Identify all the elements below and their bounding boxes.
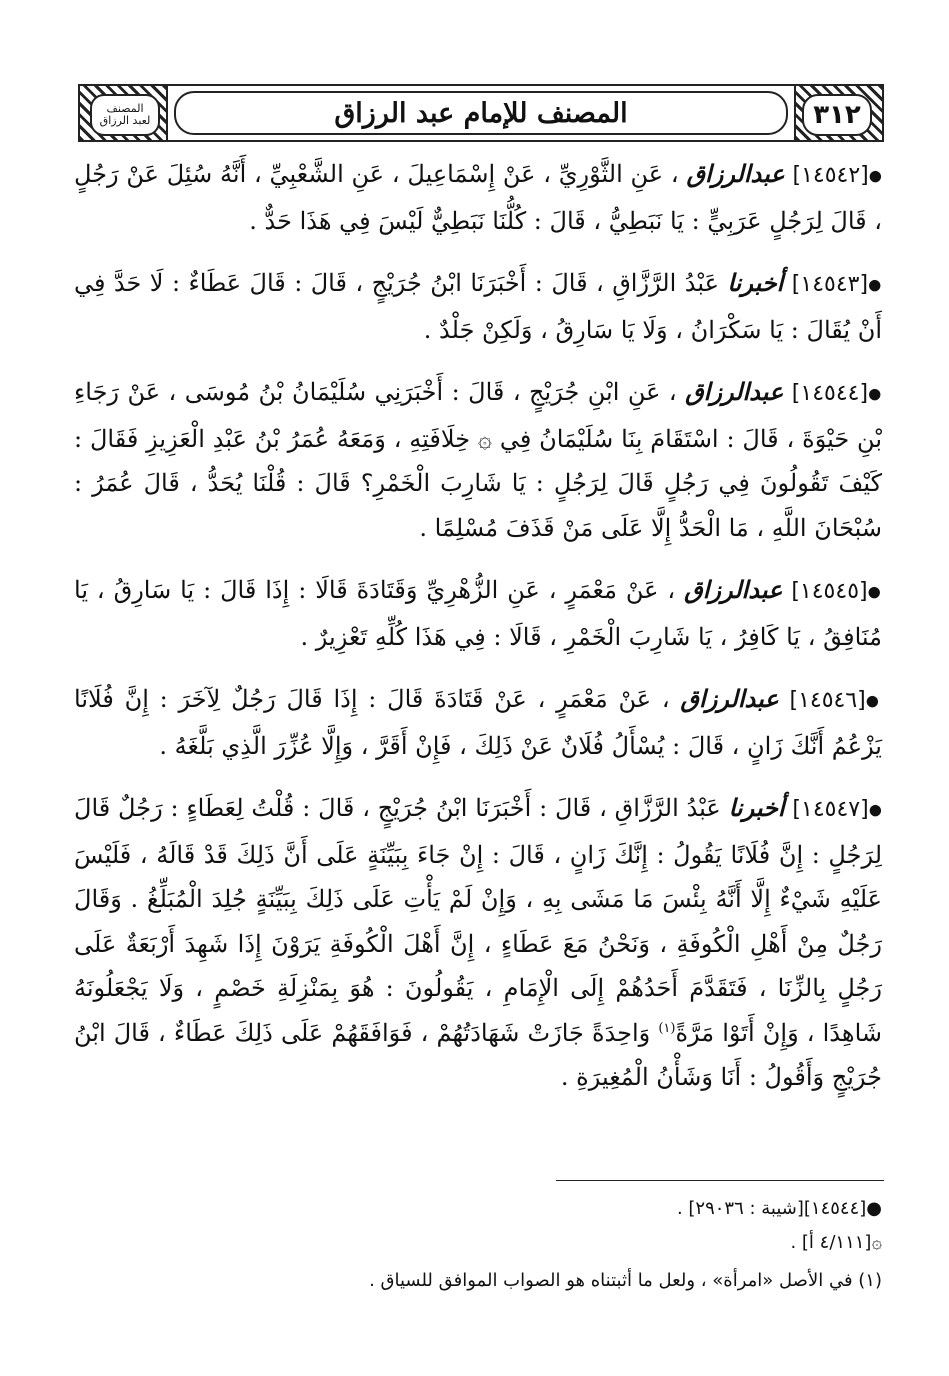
header-ornament-right [794,86,882,140]
hadith-number: [١٤٥٤٢] [792,163,869,188]
hadith-source: عبدالرزاق [684,575,783,604]
hadith-text: ، عَنْ مَعْمَرٍ ، عَنْ قَتَادَةَ قَالَ : إِذَا قَالَ رَجُلٌ لِآخَرَ : إِنَّ فُلَانًا يَزْعُمُ أَنَّكَ زَانٍ ، قَالَ : يُسْأَلُ فُلَانٌ عَنْ ذَلِكَ ، فَإِنْ أَقَرَّ ، وَإِلَّا عُزِّرَ الَّذِي بَلَّغَهُ . [74,685,882,760]
hadith-source: عبدالرزاق [686,159,785,188]
footnote-line: ●[١٤٥٤٤][شيبة : ٢٩٠٣٦] . [676,1198,882,1219]
hadith-paragraph [74,152,882,243]
page-title: المصنف للإمام عبد الرزاق [174,91,788,135]
hadith-paragraph [74,786,882,1100]
footnote-divider [556,1180,884,1181]
hadith-paragraph [74,370,882,550]
footnote-ref: (١) [658,1020,676,1036]
hadith-text: ، عَنِ ابْنِ جُرَيْجٍ ، قَالَ : أَخْبَرَنِي سُلَيْمَانُ بْنُ مُوسَى ، عَنْ رَجَاءِ بْنِ حَيْوَةَ ، قَالَ : اسْتَقَامَ بِنَا سُلَيْمَانُ فِي ۞ خِلَافَتِهِ ، وَمَعَهُ عُمَرُ بْنُ عَبْدِ الْعَزِيزِ فَقَالَ : كَيْفَ تَقُولُونَ فِي رَجُلٍ قَالَ لِرَجُلٍ : يَا شَارِبَ الْخَمْرِ؟ قَالَ : قُلْنَا يُحَدُّ ، قَالَ عُمَرُ : سُبْحَانَ اللَّهِ ، مَا الْحَدُّ إِلَّا عَلَى مَنْ قَذَفَ مُسْلِمًا . [74,378,882,542]
main-text [74,152,882,1118]
hadith-number: [١٤٥٤٥] [791,579,868,604]
page-number: ٣١٢ [802,94,872,136]
hadith-paragraph [74,568,882,659]
footnote-line: (١) في الأصل «امرأة» ، ولعل ما أثبتناه هو الصواب الموافق للسياق . [369,1270,882,1291]
hadith-text: ، عَنِ الثَّوْرِيِّ ، عَنْ إِسْمَاعِيلَ ، عَنِ الشَّعْبِيِّ ، أَنَّهُ سُئِلَ عَنْ رَجُلٍ ، قَالَ لِرَجُلٍ عَرَبِيٍّ : يَا نَبَطِيُّ ، قَالَ : كُلُّنَا نَبَطِيٌّ لَيْسَ فِي هَذَا حَدٌّ . [74,160,882,235]
hadith-number: [١٤٥٤٧] [792,797,869,822]
bullet-icon: ● [865,691,882,710]
hadith-source: عبدالرزاق [680,684,779,713]
hadith-number: [١٤٥٤٣] [791,272,869,297]
hadith-paragraph [74,261,882,352]
bullet-icon: ● [868,384,882,403]
hadith-text: عَبْدُ الرَّزَّاقِ ، قَالَ : أَخْبَرَنَا ابْنُ جُرَيْجٍ ، قَالَ : قَالَ عَطَاءٌ : لَا حَدَّ فِي أَنْ يُقَالَ : يَا سَكْرَانُ ، وَلَا يَا سَارِقُ ، وَلَكِنْ جَلْدٌ . [74,269,882,344]
hadith-number: [١٤٥٤٤] [791,381,869,406]
hadith-number: [١٤٥٤٦] [789,688,866,713]
footnote-line: ۞[٤/١١١ أ] . [790,1232,882,1253]
header-ornament-left [80,86,168,140]
hadith-text-continued: وَاحِدَةً جَازَتْ شَهَادَتُهُمْ ، فَوَافَقَهُمْ عَلَى ذَلِكَ عَطَاءٌ ، قَالَ ابْنُ جُرَيْجٍ وَأَقُولُ : أَنَا وَشَأْنُ الْمُغِيرَةِ . [74,1018,882,1091]
bullet-icon: ● [867,582,882,601]
bullet-icon: ● [868,800,882,819]
bullet-icon: ● [868,166,882,185]
hadith-paragraph [74,677,882,768]
page-header [78,84,884,142]
hadith-source: أخبرنا [728,793,785,822]
hadith-text: ، عَنْ مَعْمَرٍ ، عَنِ الزُّهْرِيِّ وَقَتَادَةَ قَالَا : إِذَا قَالَ : يَا سَارِقُ ، يَا مُنَافِقُ ، يَا كَافِرُ ، يَا شَارِبَ الْخَمْرِ ، قَالَا : فِي هَذَا كُلِّهِ تَعْزِيرٌ . [74,576,882,651]
hadith-source: عبدالرزاق [685,377,784,406]
book-seal: المصنف لعبد الرزاق [90,94,160,136]
bullet-icon: ● [868,275,882,294]
hadith-source: أخبرنا [727,268,784,297]
hadith-text: عَبْدُ الرَّزَّاقِ ، قَالَ : أَخْبَرَنَا ابْنُ جُرَيْجٍ ، قَالَ : قُلْتُ لِعَطَاءٍ : رَجُلٌ قَالَ لِرَجُلٍ : إِنَّ فُلَانًا يَقُولُ : إِنَّكَ زَانٍ ، قَالَ : إِنْ جَاءَ بِبَيِّنَةٍ عَلَى أَنَّ ذَلِكَ قَدْ قَالَهُ ، فَلَيْسَ عَلَيْهِ شَيْءٌ إِلَّا أَنَّهُ بِئْسَ مَا مَشَى بِهِ ، وَإِنْ لَمْ يَأْتِ عَلَى ذَلِكَ بِبَيِّنَةٍ جُلِدَ الْمُبَلِّغُ . وَقَالَ رَجُلٌ مِنْ أَهْلِ الْكُوفَةِ ، وَنَحْنُ مَعَ عَطَاءٍ ، إِنَّ أَهْلَ الْكُوفَةِ يَرَوْنَ إِذَا شَهِدَ أَرْبَعَةٌ عَلَى رَجُلٍ بِالزِّنَا ، فَتَقَدَّمَ أَحَدُهُمْ إِلَى الْإِمَامِ ، يَقُولُونَ : هُوَ بِمَنْزِلَةِ خَصْمٍ ، وَلَا يَجْعَلُونَهُ شَاهِدًا ، وَإِنْ أَتَوْا مَرَّةً [74,794,882,1047]
